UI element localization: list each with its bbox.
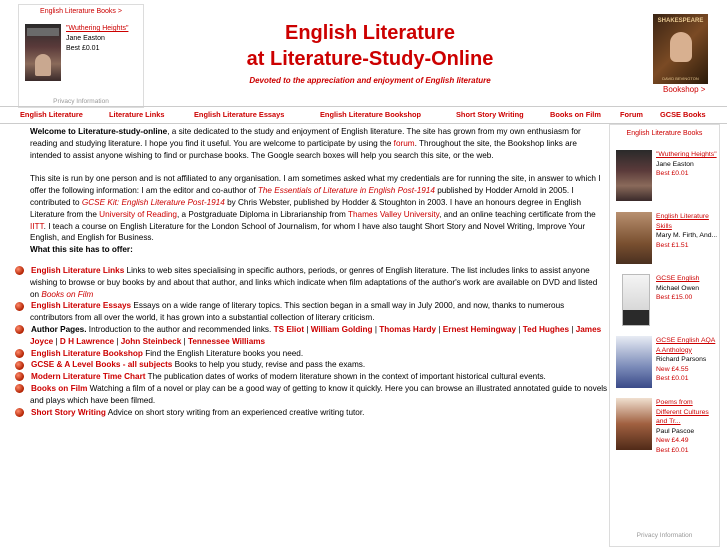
sidebar-book-price-1: Best £0.01 xyxy=(656,170,689,177)
cred-text-e: , and an online teaching certificate from the xyxy=(439,209,596,219)
ad-book-info xyxy=(66,24,128,54)
film-section-link[interactable]: Books on Film xyxy=(31,383,88,393)
author-link-hemingway[interactable]: Ernest Hemingway xyxy=(442,324,517,334)
welcome-paragraph xyxy=(12,126,608,161)
forum-link[interactable]: forum xyxy=(393,138,415,148)
sidebar-book-cover-2[interactable] xyxy=(616,212,652,264)
sidebar-book-info-2 xyxy=(656,212,718,250)
sidebar-book-author-3: Michael Owen xyxy=(656,284,700,292)
list-item-gcse xyxy=(12,359,608,371)
links-desc: Links to web sites specialising in specific authors, periods, or genres of English literature. The list includes links to assist anyone wishing to browse or buy books by and about that author, and links which indicate when film adaptations of the author's work are available on DVD and listed on xyxy=(30,265,598,299)
credentials-paragraph xyxy=(12,173,608,244)
sidebar-book-title-2[interactable]: English Literature Skills xyxy=(656,213,709,230)
bullet-icon xyxy=(15,349,24,358)
list-item-essays xyxy=(12,300,608,324)
timechart-section-link[interactable]: Modern Literature Time Chart xyxy=(31,372,146,382)
list-item-bookshop xyxy=(12,348,608,360)
author-link-lawrence[interactable]: D H Lawrence xyxy=(59,336,115,346)
nav-gcse-books[interactable]: GCSE Books xyxy=(660,110,706,119)
iitt-link[interactable]: IITT xyxy=(30,221,44,231)
ad-book-title-link[interactable]: "Wuthering Heights" xyxy=(66,25,129,32)
author-pages-desc: Introduction to the author and recommended links. xyxy=(86,324,274,334)
site-title xyxy=(160,20,580,72)
sidebar-book-info-1 xyxy=(656,150,718,179)
sidebar-book-cover-1[interactable] xyxy=(616,150,652,201)
author-pages-label: Author Pages. xyxy=(31,324,87,334)
essentials-book-link[interactable]: The Essentials of Literature in English Post-1914 xyxy=(257,186,435,196)
bullet-icon xyxy=(15,266,24,275)
sidebar-books xyxy=(609,124,720,547)
story-desc: Advice on short story writing from an experienced creative writing tutor. xyxy=(105,407,365,417)
gcse-kit-link[interactable]: GCSE Kit: English Literature Post-1914 xyxy=(81,197,225,207)
author-link-hardy[interactable]: Thomas Hardy xyxy=(379,324,437,334)
author-link-golding[interactable]: William Golding xyxy=(310,324,373,334)
site-tagline: Devoted to the appreciation and enjoyment of English literature xyxy=(249,76,491,85)
gcse-desc: Books to help you study, revise and pass the exams. xyxy=(172,360,366,370)
author-link-williams[interactable]: Tennessee Williams xyxy=(187,336,266,346)
links-section-link[interactable]: English Literature Links xyxy=(31,265,125,275)
list-item-links xyxy=(12,265,608,300)
reading-uni-link[interactable]: University of Reading xyxy=(99,209,177,219)
sidebar-book-author-2: Mary M. Firth, And... xyxy=(656,232,718,239)
sidebar-book-info-5 xyxy=(656,398,718,455)
cred-text-c: by Chris Webster, published by Hodder & Stoughton in 2003. I have an honours degree in English Literature from the xyxy=(30,197,582,219)
ad-box-left xyxy=(18,4,144,108)
nav-forum[interactable]: Forum xyxy=(620,110,643,119)
book-cover-wuthering-heights[interactable] xyxy=(25,24,61,81)
sidebar-header-link[interactable]: English Literature Books xyxy=(626,130,703,137)
thames-valley-link[interactable]: Thames Valley University xyxy=(347,209,440,219)
sidebar-book-cover-4[interactable] xyxy=(616,336,652,388)
story-section-link[interactable]: Short Story Writing xyxy=(31,407,106,417)
bullet-icon xyxy=(15,384,24,393)
nav-short-story[interactable]: Short Story Writing xyxy=(456,110,524,119)
sidebar-book-cover-3[interactable] xyxy=(622,274,650,326)
bookshop-desc: Find the English Literature books you need. xyxy=(142,348,304,358)
books-on-film-inline-link[interactable]: Books on Film xyxy=(41,289,94,299)
bullet-icon xyxy=(15,361,24,370)
bullet-icon xyxy=(15,408,24,417)
bookshop-section-link[interactable]: English Literature Bookshop xyxy=(31,348,143,358)
bullet-icon xyxy=(15,372,24,381)
sidebar-book-price-3: Best £15.00 xyxy=(656,294,693,301)
sidebar-book-title-1[interactable]: "Wuthering Heights" xyxy=(656,151,717,158)
title-line-2: at Literature-Study-Online xyxy=(246,48,494,70)
author-link-joyce[interactable]: James Joyce xyxy=(30,324,602,346)
sidebar-book-title-5[interactable]: Poems from Different Cultures and Tr... xyxy=(656,399,709,425)
list-item-film xyxy=(12,383,608,407)
title-line-1: English Literature xyxy=(284,22,456,44)
sidebar-book-author-4: Richard Parsons xyxy=(656,356,707,363)
ad-header-link[interactable]: English Literature Books > xyxy=(40,8,122,15)
sidebar-book-price2-5: Best £0.01 xyxy=(656,446,689,454)
offer-heading: What this site has to offer: xyxy=(30,245,133,255)
bookshop-link[interactable]: Bookshop > xyxy=(663,85,706,94)
nav-bookshop[interactable]: English Literature Bookshop xyxy=(320,110,422,119)
nav-books-on-film[interactable]: Books on Film xyxy=(550,110,601,119)
privacy-link[interactable]: Privacy Information xyxy=(53,98,109,105)
ad-book-price: Best £0.01 xyxy=(66,45,100,52)
shakespeare-cover-art: SHAKESPEARE xyxy=(657,18,704,24)
nav-literature-links[interactable]: Literature Links xyxy=(109,110,165,119)
main-content xyxy=(12,126,608,418)
sidebar-book-price2-4: Best £0.01 xyxy=(656,375,689,382)
sidebar-book-price-2: Best £1.51 xyxy=(656,241,689,249)
cred-text-f: . I teach a course on English Literature for the London School of Journalism, for whom I have also taught Short Story and Novel Writing, Improve Your English, and English for Business. xyxy=(30,221,586,243)
welcome-text-a: , a site dedicated to the study and enjoyment of English literature. The site has grown from my own enthusiasm for reading and studying literature. I hope you find it useful. You are welcome to participate by using the xyxy=(30,127,581,148)
sidebar-privacy-link[interactable]: Privacy Information xyxy=(636,532,693,539)
sidebar-book-author-5: Paul Pascoe xyxy=(656,427,695,435)
list-item-authors: Author Pages. Introduction to the author and recommended links. TS Eliot | William Golding | Thomas Hardy | Ernest Hemingway | Ted Hughes | James Joyce | D H Lawrence | John Steinbeck | Tennessee Williams xyxy=(12,324,608,348)
cover-author-text: DAVID BEVINGTON xyxy=(662,76,699,81)
author-link-ts-eliot[interactable]: TS Eliot xyxy=(273,324,305,334)
sidebar-book-title-4[interactable]: GCSE English AQA A Anthology xyxy=(656,337,716,354)
welcome-bold: Welcome to Literature-study-online xyxy=(30,127,168,136)
timechart-desc: The publication dates of works of modern literature shown in the context of important historical cultural events. xyxy=(145,372,546,382)
nav-essays[interactable]: English Literature Essays xyxy=(194,110,285,119)
sidebar-book-info-3 xyxy=(656,274,718,303)
sidebar-book-price-4: New £4.55 xyxy=(656,365,689,373)
ad-book-author: Jane Easton xyxy=(66,35,105,42)
sidebar-book-author-1: Jane Easton xyxy=(656,160,694,168)
cred-text-b: published by Hodder Arnold in 2005. I contributed to xyxy=(30,186,574,207)
sidebar-book-title-3[interactable]: GCSE English xyxy=(656,275,700,282)
author-link-hughes[interactable]: Ted Hughes xyxy=(522,324,569,334)
bullet-icon xyxy=(15,325,24,334)
portrait-icon xyxy=(670,32,692,62)
author-link-steinbeck[interactable]: John Steinbeck xyxy=(120,336,182,346)
main-nav xyxy=(0,106,727,124)
bullet-icon xyxy=(15,302,24,311)
cred-text-a: This site is run by one person and is not affiliated to any organisation. I am sometimes asked what my credentials are for running the site, in answer to which I offer the following information: I am the editor and co-author of xyxy=(30,174,601,196)
cred-text-d: , a Postgraduate Diploma in Librarianship from xyxy=(177,209,348,219)
film-desc: Watching a film of a novel or play can be a good way of getting to know it quickly. Here you can browse an illustrated annotated guide to novels and plays which have been filmed. xyxy=(30,383,608,405)
nav-english-literature[interactable]: English Literature xyxy=(20,110,83,119)
welcome-text-b: . Throughout the site, the Bookshop links are intended to assist anyone wishing to find or purchase books. The Google search boxes will help you search this site, or the web. xyxy=(30,138,577,160)
essays-desc: Essays on a wide range of literary topics. This section began in a small way in July 2000, and now, thanks to numerous contributors from all over the world, it has grown into a substantial collection of literary criticism. xyxy=(30,301,565,323)
sidebar-book-price-5: New £4.49 xyxy=(656,437,689,444)
gcse-section-link[interactable]: GCSE & A Level Books - all subjects xyxy=(31,360,173,370)
list-item-story xyxy=(12,407,608,419)
sidebar-book-info-4 xyxy=(656,336,718,384)
essays-section-link[interactable]: English Literature Essays xyxy=(31,301,132,311)
list-item-timechart xyxy=(12,371,608,383)
shakespeare-book-cover[interactable] xyxy=(653,14,708,84)
sidebar-book-cover-5[interactable] xyxy=(616,398,652,450)
